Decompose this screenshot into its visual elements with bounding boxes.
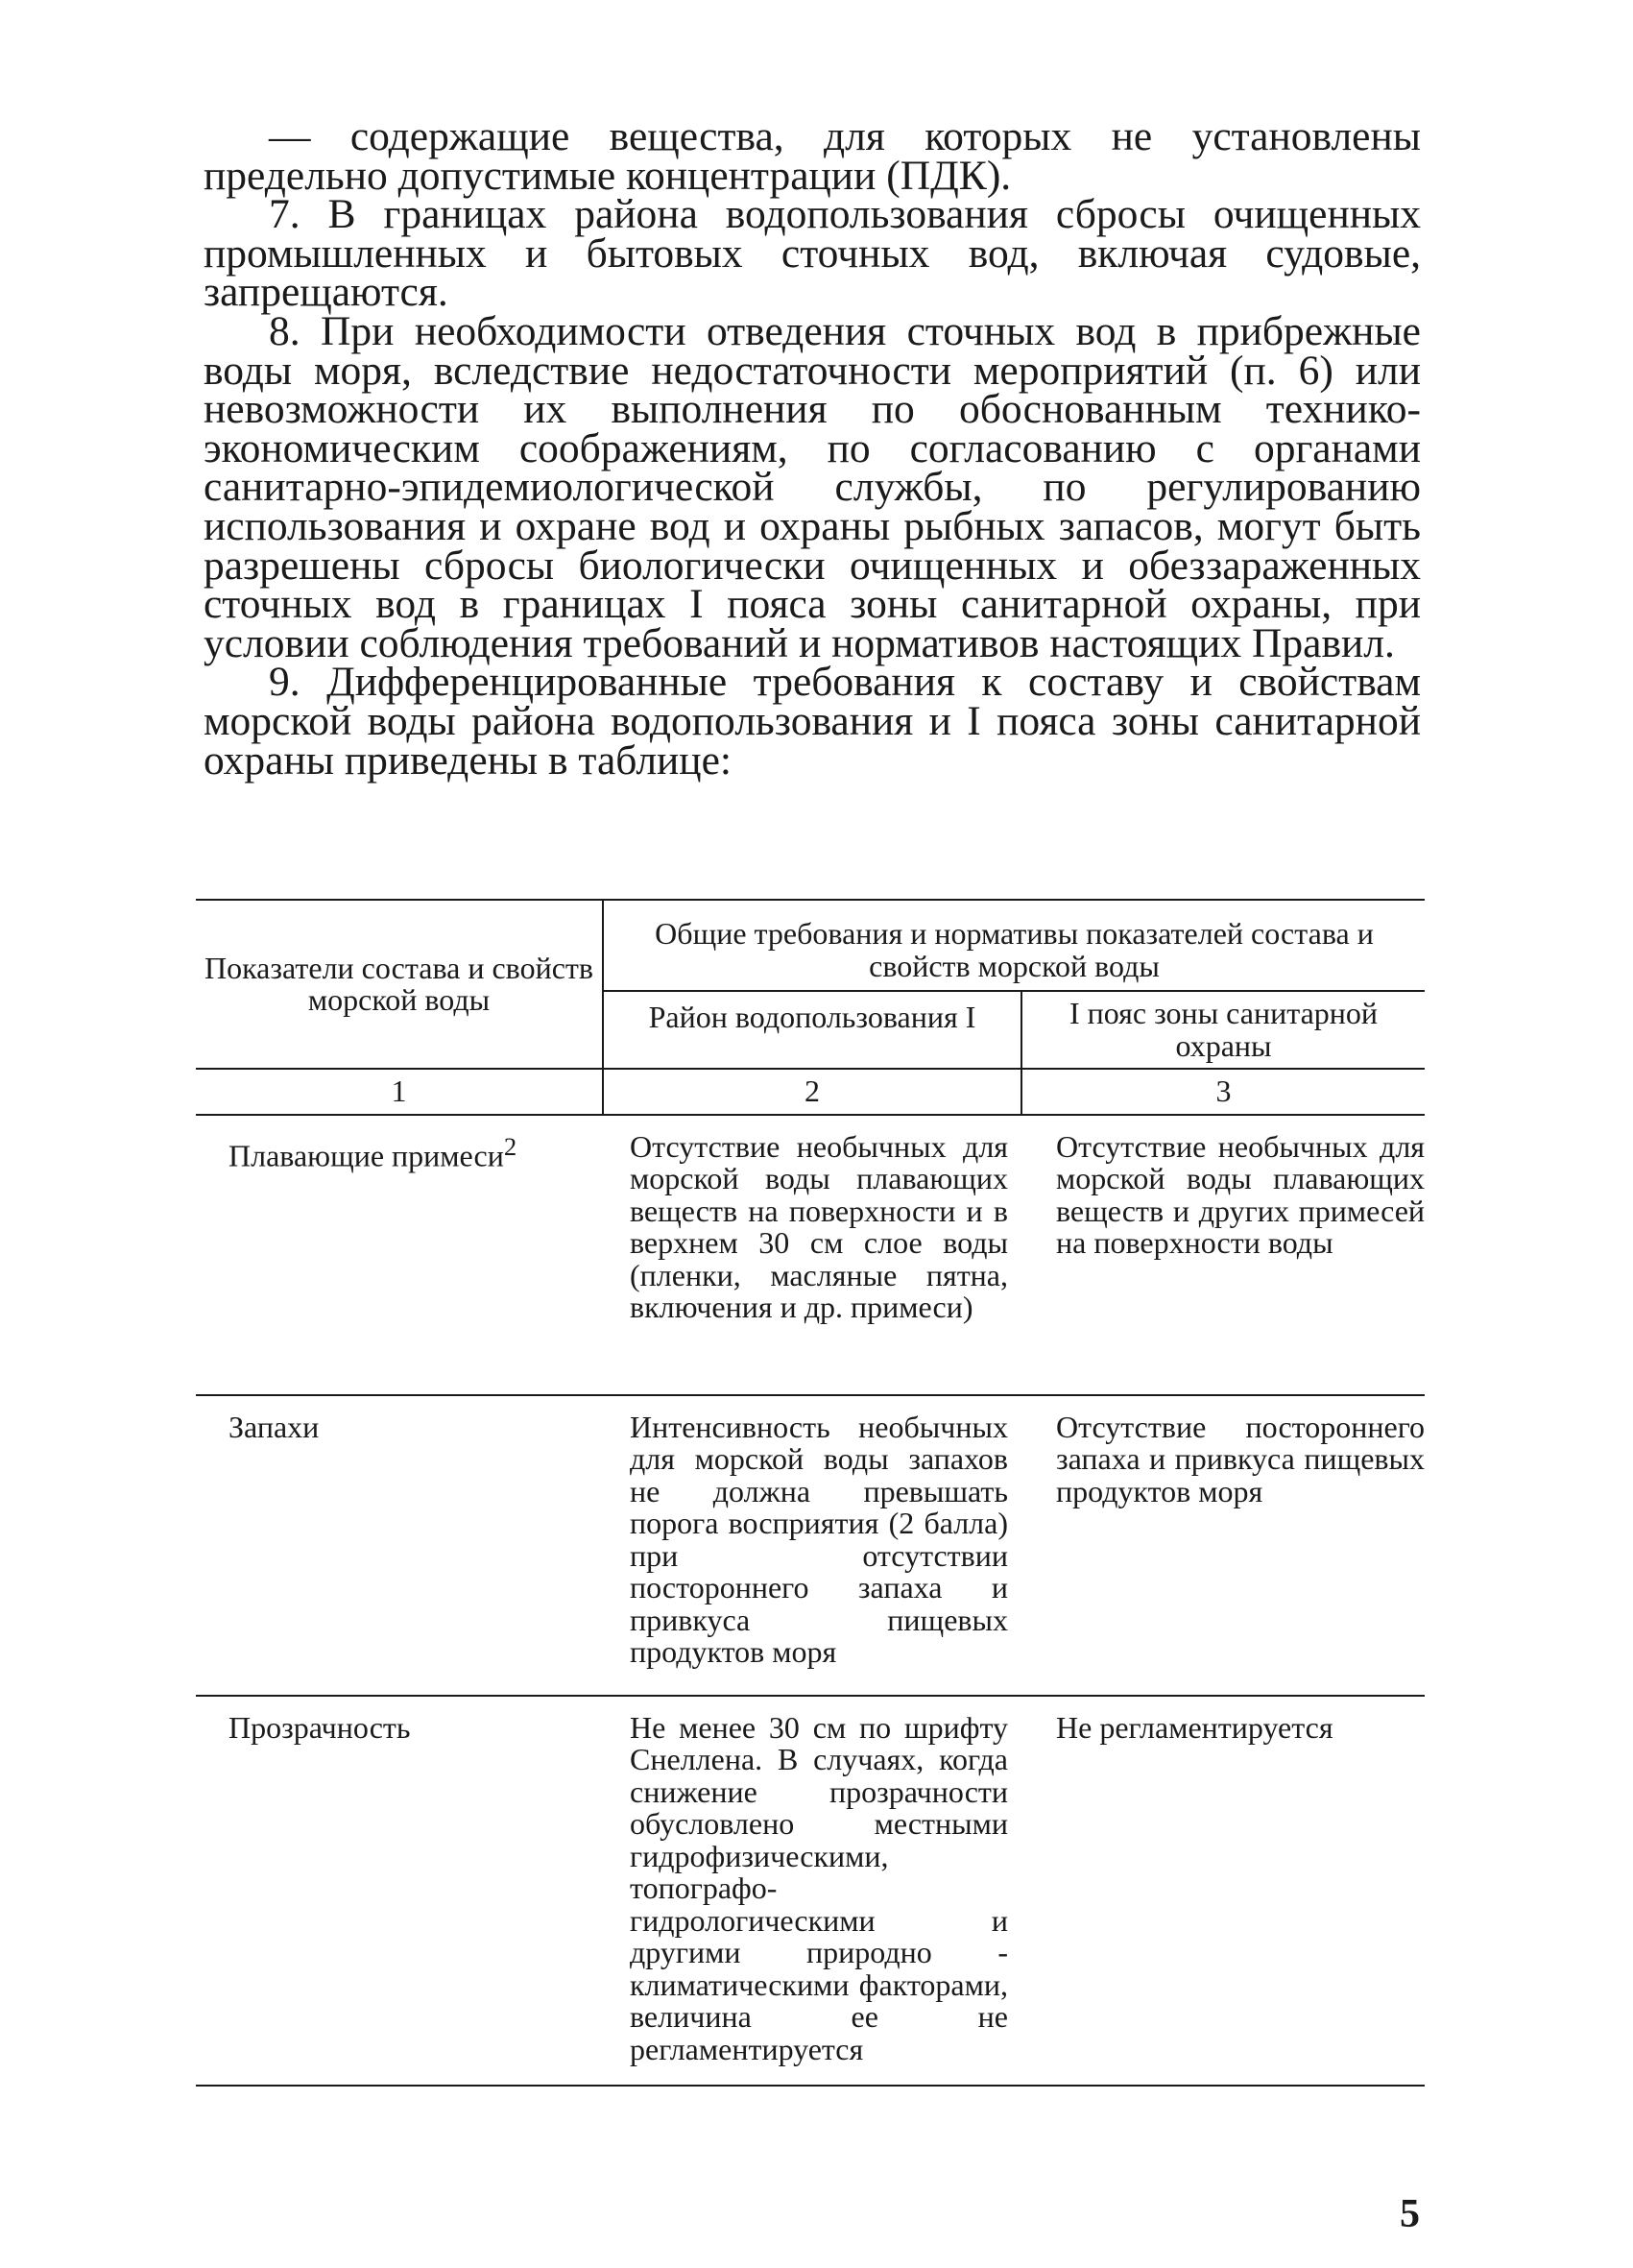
footnote-mark: 2 <box>503 1131 517 1161</box>
paragraph-continuation: — содержащие вещества, для которых не установлены предельно допустимые концентрации (ПДК). <box>204 113 1421 199</box>
column-number-2: 2 <box>603 1069 1021 1115</box>
header-indicators: Показатели состава и свойств морской воды <box>196 900 603 1069</box>
zone-requirement-cell: Отсутствие необычных для морской воды плавающих веществ и других примесей на поверхности воды <box>1021 1115 1425 1395</box>
column-number-row <box>196 1069 1425 1115</box>
header-requirements-group: Общие требования и нормативы показателей состава и свойств морской воды <box>603 900 1425 991</box>
indicator-name: Запахи <box>228 1409 320 1444</box>
table-row <box>196 1696 1425 2086</box>
body-text <box>204 113 1421 784</box>
district-requirement-cell: Не менее 30 см по шрифту Снеллена. В случаях, когда снижение прозрачности обусловлено местными гидрофизическими, топографо-гидрологическими и другими природно - климатическими факторами, величина ее не регламентируется <box>603 1696 1021 2086</box>
table-header <box>196 900 1425 1115</box>
table-row <box>196 1115 1425 1395</box>
column-number-3: 3 <box>1021 1069 1425 1115</box>
zone-requirement-cell: Отсутствие постороннего запаха и привкуса пищевых продуктов моря <box>1021 1395 1425 1696</box>
indicator-name: Прозрачность <box>228 1709 411 1745</box>
paragraph-8: 8. При необходимости отведения сточных вод в прибрежные воды моря, вследствие недостаточности мероприятий (п. 6) или невозможности их выполнения по обоснованным технико-экономическим соображениям, по согласованию с органами санитарно-эпидемиологической службы, по регулированию использования и охране вод и охраны рыбных запасов, могут быть разрешены сбросы биологически очищенных и обеззараженных сточных вод в границах I пояса зоны санитарной охраны, при условии соблюдения требований и нормативов настоящих Правил. <box>204 307 1421 666</box>
page-number: 5 <box>1400 2192 1420 2236</box>
paragraph-7: 7. В границах района водопользования сбросы очищенных промышленных и бытовых сточных вод, включая судовые, запрещаются. <box>204 191 1421 316</box>
district-requirement-cell: Отсутствие необычных для морской воды плавающих веществ на поверхности и в верхнем 30 см слое воды (пленки, масляные пятна, включения и др. примеси) <box>603 1115 1021 1395</box>
paragraph-9: 9. Дифференцированные требования к составу и свойствам морской воды района водопользования и I пояса зоны санитарной охраны приведены в таблице: <box>204 659 1421 784</box>
indicator-cell <box>196 1696 603 2086</box>
zone-requirement-cell: Не регламентируется <box>1021 1696 1425 2086</box>
indicator-name: Плавающие примеси <box>228 1138 504 1173</box>
header-water-use-district: Район водопользования I <box>603 991 1021 1069</box>
indicator-cell <box>196 1115 603 1395</box>
header-sanitary-zone: I пояс зоны санитарной охраны <box>1069 996 1379 1063</box>
requirements-table <box>196 899 1425 2087</box>
district-requirement-cell: Интенсивность необычных для морской воды запахов не должна превышать порога восприятия (2 балла) при отсутствии постороннего запаха и привкуса пищевых продуктов моря <box>603 1395 1021 1696</box>
indicator-cell <box>196 1395 603 1696</box>
table-row <box>196 1395 1425 1696</box>
column-number-1: 1 <box>196 1069 603 1115</box>
